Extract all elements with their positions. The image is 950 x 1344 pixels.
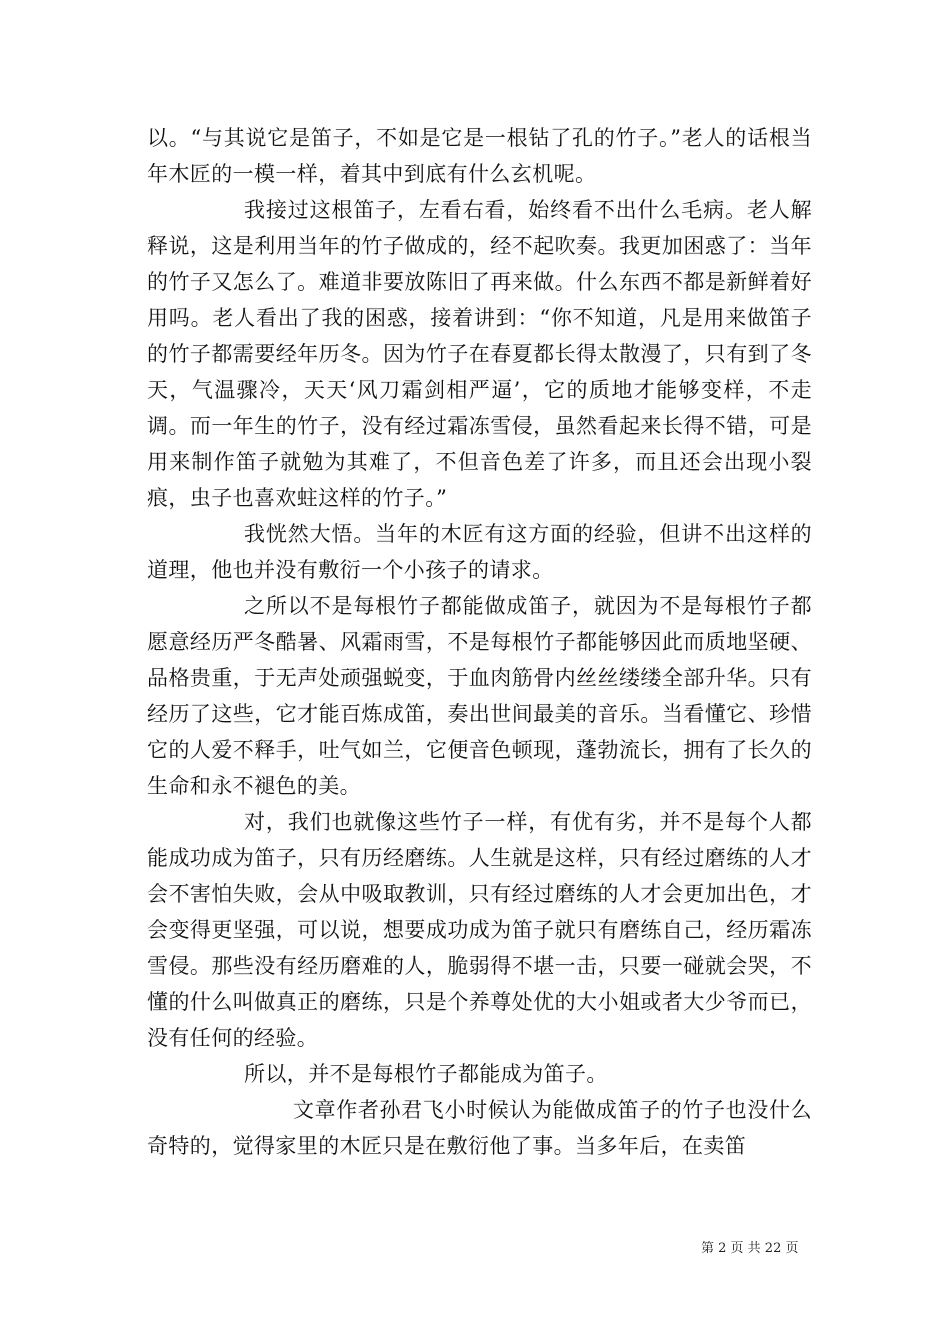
paragraph-5: 对，我们也就像这些竹子一样，有优有劣，并不是每个人都能成功成为笛子，只有历经磨练。人生就是这样，只有经过磨练的人才会不害怕失败，会从中吸取教训，只有经过磨练的人才会更加出色，才会变得更坚强，可以说，想要成功成为笛子就只有磨练自己，经历霜冻雪侵。那些没有经历磨难的人，脆弱得不堪一击，只要一碰就会哭，不懂的什么叫做真正的磨练，只是个养尊处优的大小姐或者大少爷而已，没有任何的经验。 — [147, 810, 812, 1050]
paragraph-1: 以。“与其说它是笛子，不如是它是一根钻了孔的竹子。”老人的话根当年木匠的一模一样，着其中到底有什么玄机呢。 — [147, 126, 812, 186]
paragraph-4: 之所以不是每根竹子都能做成笛子，就因为不是每根竹子都愿意经历严冬酷暑、风霜雨雪，不是每根竹子都能够因此而质地坚硬、品格贵重，于无声处顽强蜕变，于血肉筋骨内丝丝缕缕全部升华。只有经历了这些，它才能百炼成笛，奏出世间最美的音乐。当看懂它、珍惜它的人爱不释手，吐气如兰，它便音色顿现，蓬勃流长，拥有了长久的生命和永不褪色的美。 — [147, 594, 812, 798]
page-number-footer: 第 2 页 共 22 页 — [701, 1241, 799, 1256]
paragraph-7: 文章作者孙君飞小时候认为能做成笛子的竹子也没什么奇特的，觉得家里的木匠只是在敷衍他了事。当多年后，在卖笛 — [147, 1098, 812, 1158]
paragraph-3: 我恍然大悟。当年的木匠有这方面的经验，但讲不出这样的道理，他也并没有敷衍一个小孩子的请求。 — [147, 522, 812, 582]
paragraph-6: 所以，并不是每根竹子都能成为笛子。 — [244, 1062, 608, 1086]
body-text — [147, 120, 812, 1164]
paragraph-2: 我接过这根笛子，左看右看，始终看不出什么毛病。老人解释说，这是利用当年的竹子做成的，经不起吹奏。我更加困惑了：当年的竹子又怎么了。难道非要放陈旧了再来做。什么东西不都是新鲜着好用吗。老人看出了我的困惑，接着讲到：“你不知道，凡是用来做笛子的竹子都需要经年历冬。因为竹子在春夏都长得太散漫了，只有到了冬天，气温骤冷，天天‘风刀霜剑相严逼’，它的质地才能够变样，不走调。而一年生的竹子，没有经过霜冻雪侵，虽然看起来长得不错，可是用来制作笛子就勉为其难了，不但音色差了许多，而且还会出现小裂痕，虫子也喜欢蛀这样的竹子。” — [147, 198, 812, 510]
